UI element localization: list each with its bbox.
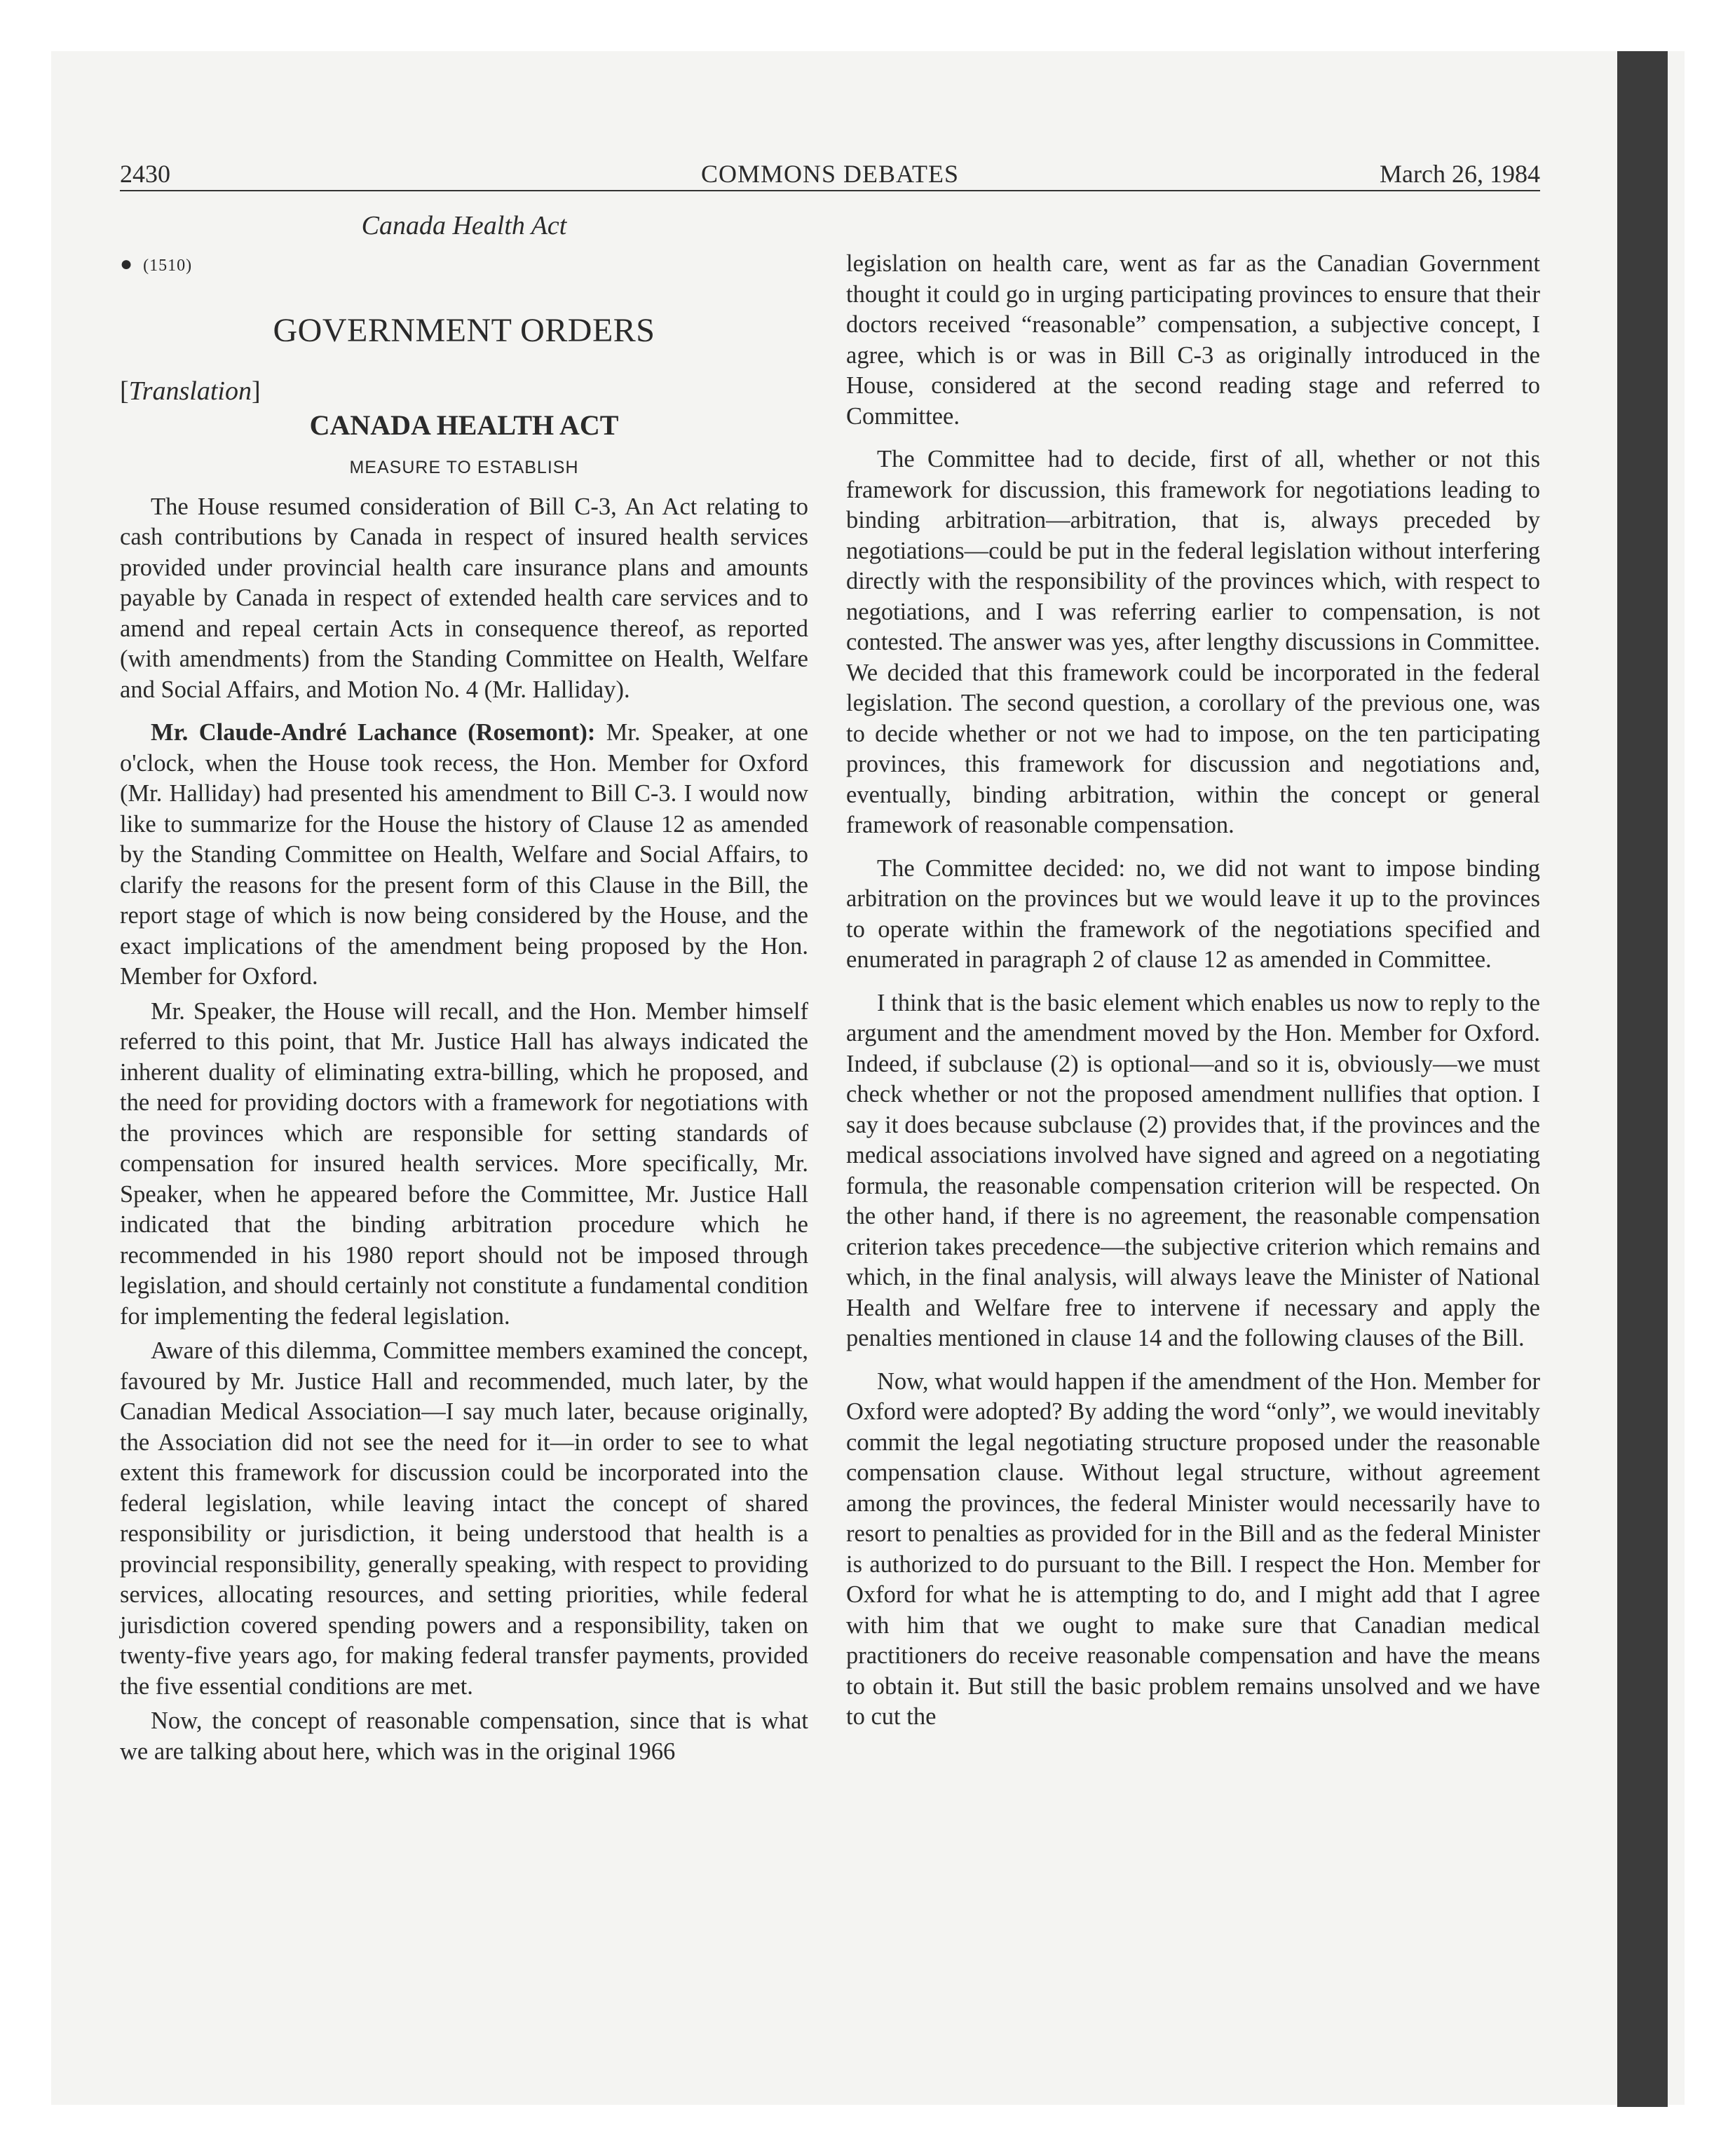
page-header [120, 158, 1540, 189]
paragraph: The House resumed consideration of Bill C-3, An Act relating to cash contributions by Canada in respect of insured health services provided under provincial health care insurance plans and amounts payable by Canada in respect of extended health care services and to amend and repeal certain Acts in consequence thereof, as reported (with amendments) from the Standing Committee on Health, Welfare and Social Affairs, and Motion No. 4 (Mr. Halliday). [120, 493, 808, 703]
paragraph: Aware of this dilemma, Committee members examined the concept, favoured by Mr. Justice Hall and recommended, much later, by the Canadian Medical Association—I say much later, because originally, the Association did not see the need for it—in order to see to what extent this framework for discussion could be incorporated into the federal legislation, while leaving intact the concept of shared responsibility or jurisdiction, it being understood that health is a provincial responsibility, generally speaking, with respect to providing services, allocating resources, and setting priorities, while federal jurisdiction covered spending powers and a responsibility, taken on twenty-five years ago, for making federal transfer payments, provided the five essential conditions are met. [120, 1337, 808, 1700]
header-rule [120, 190, 1540, 191]
paragraph: Mr. Speaker, the House will recall, and the Hon. Member himself referred to this point, that Mr. Justice Hall has always indicated the inherent duality of eliminating extra-billing, which he proposed, and the need for providing doctors with a framework for negotiations with the provinces which are responsible for setting standards of compensation for insured health services. More specifically, Mr. Speaker, when he appeared before the Committee, Mr. Justice Hall indicated that the binding arbitration procedure which he recommended in his 1980 report should not be imposed through legislation, and should certainly not constitute a fundamental condition for implementing the federal legislation. [120, 997, 808, 1330]
scan-edge-shadow [1617, 51, 1668, 2107]
act-title: CANADA HEALTH ACT [309, 409, 619, 441]
section-title: GOVERNMENT ORDERS [273, 311, 655, 349]
paragraph: Now, the concept of reasonable compensation, since that is what we are talking about here, which was in the original 1966 [120, 1707, 808, 1765]
right-column [846, 249, 1540, 1733]
paragraph: I think that is the basic element which enables us now to reply to the argument and the amendment moved by the Hon. Member for Oxford. Indeed, if subclause (2) is optional—and so it is, obviously—we must check whether or not the proposed amendment nullifies that option. I say it does because subclause (2) provides that, if the provinces and the medical associations involved have signed and agreed on a negotiating formula, the reasonable compensation criterion will be respected. On the other hand, if there is no agreement, the reasonable compensation criterion takes precedence—the subjective criterion which remains and which, in the final analysis, will always leave the Minister of National Health and Welfare free to intervene if necessary and apply the penalties mentioned in clause 14 and the following clauses of the Bill. [846, 989, 1540, 1351]
left-column [120, 249, 808, 1767]
paragraph: legislation on health care, went as far as the Canadian Government thought it could go in urging participating provinces to ensure that their doctors received “reasonable” compensation, a subjective concept, I agree, which is or was in Bill C-3 as originally introduced in the House, considered at the second reading stage and referred to Committee. [846, 250, 1540, 430]
translation-text: Translation [128, 376, 252, 406]
speaker-text: Mr. Speaker, at one o'clock, when the House took recess, the Hon. Member for Oxford (Mr. Halliday) had presented his amendment to Bill C-3. I would now like to summarize for the House the history of Clause 12 as amended by the Standing Committee on Health, Welfare and Social Affairs, to clarify the reasons for the present form of this Clause in the Bill, the report stage of which is now being considered by the House, and the exact implications of the amendment being proposed by the Hon. Member for Oxford. [120, 719, 808, 990]
speaker-name: Mr. Claude-André Lachance (Rosemont): [151, 719, 596, 746]
speaker-paragraph [120, 718, 808, 992]
paragraph: The Committee had to decide, first of all, whether or not this framework for discussion, this framework for negotiations leading to binding arbitration—arbitration, that is, always preceded by negotiations—could be put in the federal legislation without interfering directly with the responsibility of the provinces which, with respect to negotiations, and I was referring earlier to compensation, is not contested. The answer was yes, after lengthy discussions in Committee. We decided that this framework could be incorporated in the federal legislation. The second question, a corollary of the previous one, was to decide whether or not we had to impose, on the ten participating provinces, this framework for discussion and negotiations and, eventually, binding arbitration, within the concept or general framework of reasonable compensation. [846, 446, 1540, 838]
publication-title: COMMONS DEBATES [700, 160, 960, 188]
act-subtitle: MEASURE TO ESTABLISH [349, 458, 579, 477]
time-marker-text: (1510) [143, 257, 193, 275]
time-marker [120, 249, 808, 282]
page-number: 2430 [120, 160, 170, 188]
paragraph: The Committee decided: no, we did not want to impose binding arbitration on the provinces but we would leave it up to the provinces to operate within the framework of the negotiations specified and enumerated in paragraph 2 of clause 12 as amended in Committee. [846, 854, 1540, 973]
translation-label: [Translation] [120, 376, 261, 406]
running-head: Canada Health Act [361, 211, 567, 240]
publication-date: March 26, 1984 [1380, 160, 1540, 188]
paragraph: Now, what would happen if the amendment of the Hon. Member for Oxford were adopted? By adding the word “only”, we would inevitably commit the legal negotiating structure proposed under the reasonable compensation clause. Without legal structure, without agreement among the provinces, the federal Minister would necessarily have to resort to penalties as provided for in the Bill and as the federal Minister is authorized to do pursuant to the Bill. I respect the Hon. Member for Oxford for what he is attempting to do, and I might add that I agree with him that we ought to make sure that Canadian medical practitioners do receive reasonable compensation and have the means to obtain it. But still the basic problem remains unsolved and we have to cut the [846, 1367, 1540, 1730]
bullet-icon: ● [120, 252, 134, 275]
